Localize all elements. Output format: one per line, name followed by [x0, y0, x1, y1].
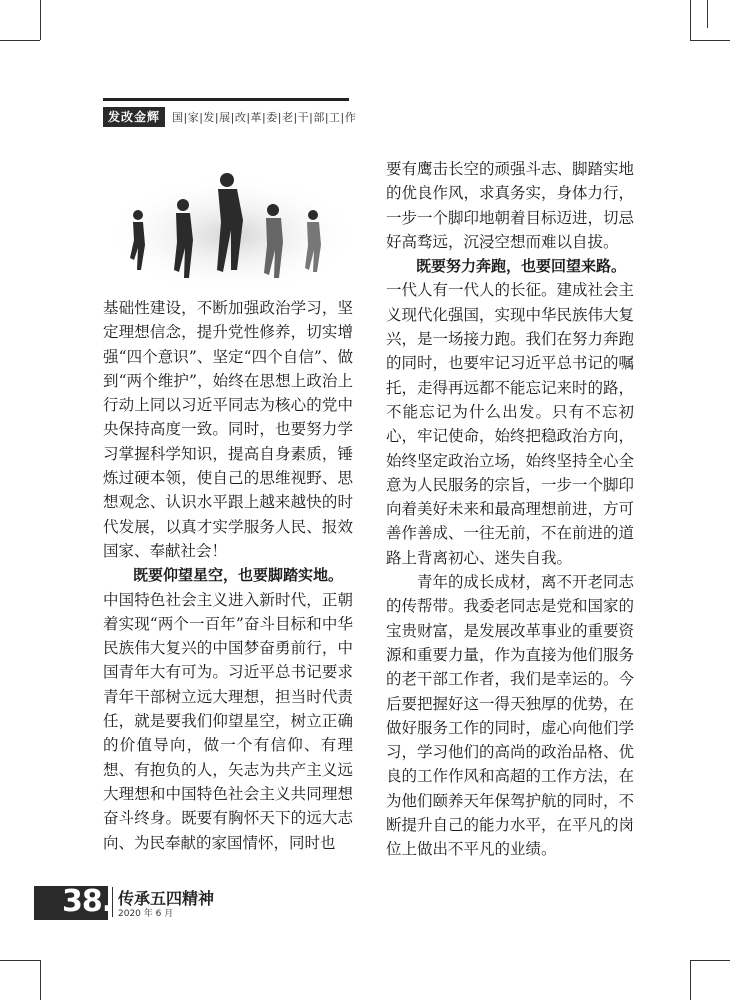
header-rule	[103, 98, 349, 101]
crop-mark-top-right-v2	[707, 0, 708, 28]
crop-mark-bottom-right-v	[690, 960, 691, 1000]
left-column	[103, 296, 353, 855]
magazine-title: 传承五四精神	[118, 889, 215, 908]
section-heading-1: 既要仰望星空，也要脚踏实地。	[133, 566, 344, 585]
crop-mark-top-right-v	[690, 0, 691, 40]
right-paragraph-2: 一代人有一代人的长征。建成社会主义现代化强国，实现中华民族伟大复兴，是一场接力跑。我们在努力奔跑的同时，也要牢记习近平总书记的嘱托，走得再远都不能忘记来时的路，不能忘记为什么出发。只有不忘初心，牢记使命，始终把稳政治方向，始终坚定政治立场，始终坚持全心全意为人民服务的宗旨，一步一个脚印向着美好未来和最高理想前进，方可善作善成、一往无前，不在前进的道路上背离初心、迷失自我。	[386, 281, 635, 567]
left-paragraph-2: 中国特色社会主义进入新时代，正朝着实现“两个一百年”奋斗目标和中华民族伟大复兴的中国梦奋勇前行，中国青年大有可为。习近平总书记要求青年干部树立远大理想，担当时代责任，就是要我们仰望星空，树立正确的价值导向，做一个有信仰、有理想、有抱负的人，矢志为共产主义远大理想和中国特色社会主义共同理想奋斗终身。既要有胸怀天下的远大志向、为民奉献的家国情怀，同时也	[103, 590, 353, 852]
crop-mark-top-right-h	[690, 40, 730, 41]
crop-mark-top-left-h	[0, 40, 40, 41]
crop-mark-bottom-left-h	[0, 960, 40, 961]
section-subtitle: 国|家|发|展|改|革|委|老|干|部|工|作	[172, 111, 357, 124]
left-paragraph-1: 基础性建设，不断加强政治学习，坚定理想信念，提升党性修养，切实增强“四个意识”、坚定“四个自信”、做到“两个维护”，始终在思想上政治上行动上同以习近平同志为核心的党中央保持高度一致。同时，也要努力学习掌握科学知识，提高自身素质，锤炼过硬本领，使自己的思维视野、思想观念、认识水平跟上越来越快的时代发展，以真才实学服务人民、报效国家、奉献社会！	[103, 299, 353, 560]
section-logo: 发改金辉	[103, 107, 165, 127]
right-column	[386, 157, 634, 862]
page-number: 38.	[62, 884, 113, 919]
footer-divider	[112, 887, 113, 917]
right-paragraph-1: 要有鹰击长空的顽强斗志、脚踏实地的优良作风，求真务实，身体力行，一步一个脚印地朝着目标迈进，切忌好高骛远，沉浸空想而难以自拔。	[386, 160, 635, 251]
crop-mark-bottom-right-h	[690, 960, 730, 961]
right-paragraph-3: 青年的成长成材，离不开老同志的传帮带。我委老同志是党和国家的宝贵财富，是发展改革事业的重要资源和重要力量，作为直接为他们服务的老干部工作者，我们是幸运的。今后要把握好这一得天独厚的优势，在做好服务工作的同时，虚心向他们学习，学习他们的高尚的政治品格、优良的工作作风和高超的工作方法，在为他们颐养天年保驾护航的同时，不断提升自己的能力水平，在平凡的岗位上做出不平凡的业绩。	[386, 573, 635, 859]
crop-mark-top-left-v	[40, 0, 41, 40]
section-heading-2: 既要努力奔跑，也要回望来路。	[416, 257, 627, 276]
crop-mark-bottom-left-v	[40, 960, 41, 1000]
running-people-silhouettes-icon	[103, 160, 361, 290]
issue-date: 2020 年 6 月	[118, 909, 174, 919]
